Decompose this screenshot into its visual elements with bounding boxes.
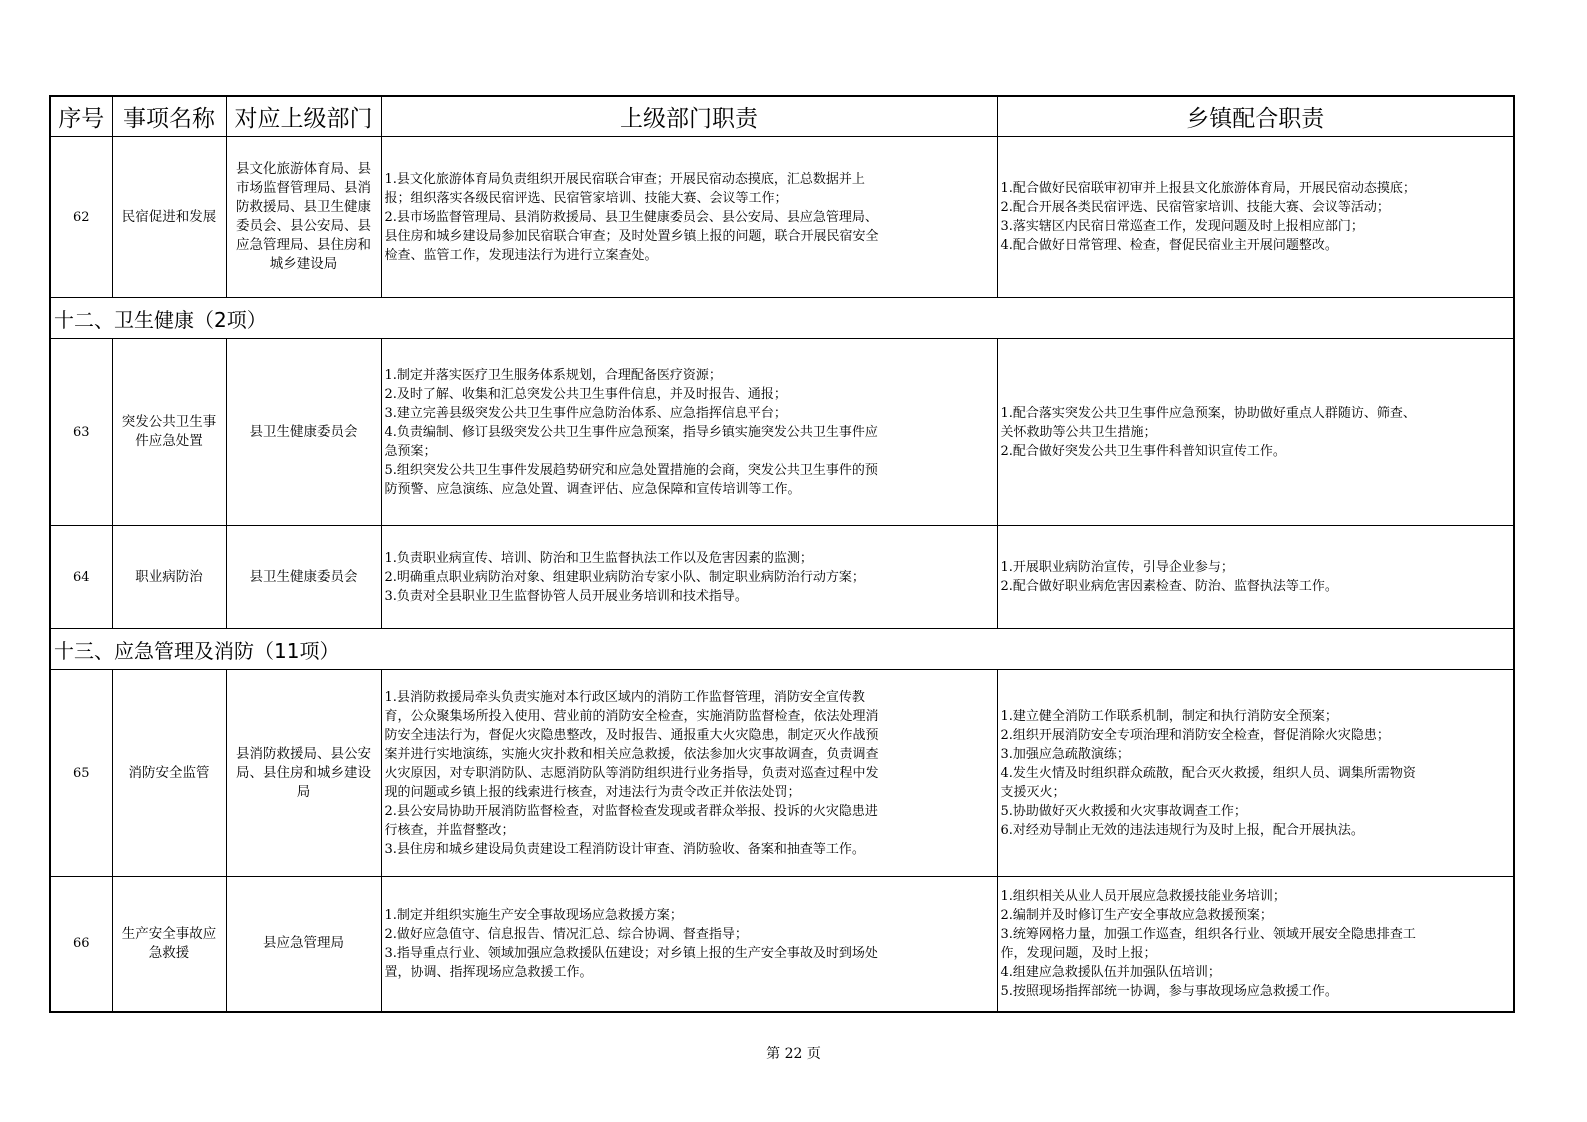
header-upper-dept: 对应上级部门 [226,96,381,137]
upper-duty-line: 案并进行实地演练，实施火灾扑救和相关应急救援，依法参加火灾事故调查，负责调查 [384,746,879,762]
town-duty-line: 1.配合落实突发公共卫生事件应急预案，协助做好重点人群随访、筛查、 [1000,405,1416,421]
upper-duty-line: 现的问题或乡镇上报的线索进行核查，对违法行为责令改正并依法处罚； [384,784,801,800]
upper-duties [381,339,997,526]
section-row [50,298,1514,339]
upper-duty-line: 3.负责对全县职业卫生监督协管人员开展业务培训和技术指导。 [384,588,748,604]
upper-duty-line: 火灾原因，对专职消防队、志愿消防队等消防组织进行业务指导，负责对巡查过程中发 [384,765,879,781]
upper-duty-line: 育，公众聚集场所投入使用、营业前的消防安全检查，实施消防监督检查，依法处理消 [384,708,879,724]
upper-duty-line: 1.制定并落实医疗卫生服务体系规划，合理配备医疗资源； [384,367,722,383]
table-header-row [50,96,1514,137]
town-duty-line: 4.配合做好日常管理、检查，督促民宿业主开展问题整改。 [1000,238,1338,253]
upper-duty-line: 1.县消防救援局牵头负责实施对本行政区域内的消防工作监督管理，消防安全宣传教 [384,689,865,705]
upper-duty-line: 急预案； [384,443,437,459]
serial-number: 63 [50,339,112,526]
serial-number: 65 [50,670,112,877]
upper-duties [381,877,997,1012]
upper-duty-line: 1.县文化旅游体育局负责组织开展民宿联合审查；开展民宿动态摸底，汇总数据并上 [384,171,865,187]
upper-department: 县应急管理局 [226,877,381,1012]
upper-duty-line: 防安全违法行为，督促火灾隐患整改，及时报告、通报重大火灾隐患，制定灭火作战预 [384,727,879,743]
upper-duty-line: 2.县市场监督管理局、县消防救援局、县卫生健康委员会、县公安局、县应急管理局、 [384,209,878,225]
upper-duty-line: 2.做好应急值守、信息报告、情况汇总、综合协调、督查指导； [384,926,748,942]
town-duty-line: 2.配合做好突发公共卫生事件科普知识宣传工作。 [1000,443,1286,459]
town-duty-line: 1.组织相关从业人员开展应急救援技能业务培训； [1000,888,1286,904]
town-duty-line: 1.建立健全消防工作联系机制，制定和执行消防安全预案； [1000,708,1338,724]
item-name: 消防安全监管 [112,670,226,877]
town-duty-line: 2.配合开展各类民宿评选、民宿管家培训、技能大赛、会议等活动； [1000,200,1390,215]
upper-duty-line: 4.负责编制、修订县级突发公共卫生事件应急预案，指导乡镇实施突发公共卫生事件应 [384,424,878,440]
table-row [50,339,1514,526]
town-duty-line: 6.对经劝导制止无效的违法违规行为及时上报，配合开展执法。 [1000,822,1364,838]
town-duty-line: 4.发生火情及时组织群众疏散，配合灭火救援，组织人员、调集所需物资 [1000,765,1416,781]
town-duties [997,877,1514,1012]
town-duty-line: 2.编制并及时修订生产安全事故应急救援预案； [1000,907,1273,923]
upper-duty-line: 县住房和城乡建设局参加民宿联合审查；及时处置乡镇上报的问题，联合开展民宿安全 [384,228,879,244]
section-heading: 十二、卫生健康（2项） [50,298,1514,339]
serial-number: 62 [50,137,112,298]
table-row [50,526,1514,629]
item-name: 职业病防治 [112,526,226,629]
town-duty-line: 1.开展职业病防治宣传，引导企业参与； [1000,560,1234,575]
upper-duty-line: 置，协调、指挥现场应急救援工作。 [384,964,593,980]
upper-duty-line: 2.县公安局协助开展消防监督检查，对监督检查发现或者群众举报、投诉的火灾隐患进 [384,803,878,819]
upper-department: 县消防救援局、县公安局、县住房和城乡建设局 [226,670,381,877]
section-heading: 十三、应急管理及消防（11项） [50,629,1514,670]
town-duty-line: 2.配合做好职业病危害因素检查、防治、监督执法等工作。 [1000,579,1338,594]
header-town-duty: 乡镇配合职责 [997,96,1514,137]
upper-duty-line: 3.指导重点行业、领域加强应急救援队伍建设；对乡镇上报的生产安全事故及时到场处 [384,945,878,961]
town-duty-line: 5.协助做好灭火救援和火灾事故调查工作； [1000,803,1247,819]
upper-duty-line: 1.制定并组织实施生产安全事故现场应急救援方案； [384,907,683,923]
section-row [50,629,1514,670]
town-duty-line: 3.落实辖区内民宿日常巡查工作，发现问题及时上报相应部门； [1000,219,1364,234]
upper-duties [381,526,997,629]
upper-duty-line: 检查、监管工作，发现违法行为进行立案查处。 [384,247,658,263]
town-duty-line: 支援灭火； [1000,784,1066,800]
responsibility-table [49,95,1515,1013]
town-duty-line: 3.统筹网格力量，加强工作巡查，组织各行业、领域开展安全隐患排查工 [1000,926,1416,942]
town-duties [997,137,1514,298]
upper-duty-line: 3.县住房和城乡建设局负责建设工程消防设计审查、消防验收、备案和抽查等工作。 [384,841,865,857]
item-name: 民宿促进和发展 [112,137,226,298]
header-item-name: 事项名称 [112,96,226,137]
upper-duty-line: 1.负责职业病宣传、培训、防治和卫生监督执法工作以及危害因素的监测； [384,550,813,566]
upper-duty-line: 2.明确重点职业病防治对象、组建职业病防治专家小队、制定职业病防治行动方案； [384,569,865,585]
upper-duty-line: 3.建立完善县级突发公共卫生事件应急防治体系、应急指挥信息平台； [384,405,787,421]
table-row [50,137,1514,298]
table-row [50,670,1514,877]
town-duties [997,526,1514,629]
serial-number: 64 [50,526,112,629]
town-duty-line: 3.加强应急疏散演练； [1000,746,1130,762]
upper-duty-line: 2.及时了解、收集和汇总突发公共卫生事件信息，并及时报告、通报； [384,386,787,402]
upper-department: 县文化旅游体育局、县市场监督管理局、县消防救援局、县卫生健康委员会、县公安局、县应急管理局、县住房和城乡建设局 [226,137,381,298]
town-duty-line: 2.组织开展消防安全专项治理和消防安全检查，督促消除火灾隐患； [1000,727,1390,743]
item-name: 生产安全事故应急救援 [112,877,226,1012]
upper-department: 县卫生健康委员会 [226,339,381,526]
upper-duty-line: 5.组织突发公共卫生事件发展趋势研究和应急处置措施的会商，突发公共卫生事件的预 [384,462,878,478]
upper-duty-line: 报；组织落实各级民宿评选、民宿管家培训、技能大赛、会议等工作； [384,190,788,206]
upper-duties [381,670,997,877]
page-number: 第 22 页 [766,1046,821,1062]
upper-duties [381,137,997,298]
header-serial: 序号 [50,96,112,137]
header-upper-duty: 上级部门职责 [381,96,997,137]
town-duty-line: 5.按照现场指挥部统一协调，参与事故现场应急救援工作。 [1000,983,1338,999]
table-row [50,877,1514,1012]
town-duties [997,339,1514,526]
upper-department: 县卫生健康委员会 [226,526,381,629]
town-duty-line: 作，发现问题，及时上报； [1000,945,1157,961]
town-duties [997,670,1514,877]
town-duty-line: 关怀救助等公共卫生措施； [1000,424,1157,440]
town-duty-line: 1.配合做好民宿联审初审并上报县文化旅游体育局，开展民宿动态摸底； [1000,181,1416,196]
upper-duty-line: 行核查，并监督整改； [384,822,515,838]
serial-number: 66 [50,877,112,1012]
item-name: 突发公共卫生事件应急处置 [112,339,226,526]
upper-duty-line: 防预警、应急演练、应急处置、调查评估、应急保障和宣传培训等工作。 [384,481,801,497]
town-duty-line: 4.组建应急救援队伍并加强队伍培训； [1000,964,1221,980]
